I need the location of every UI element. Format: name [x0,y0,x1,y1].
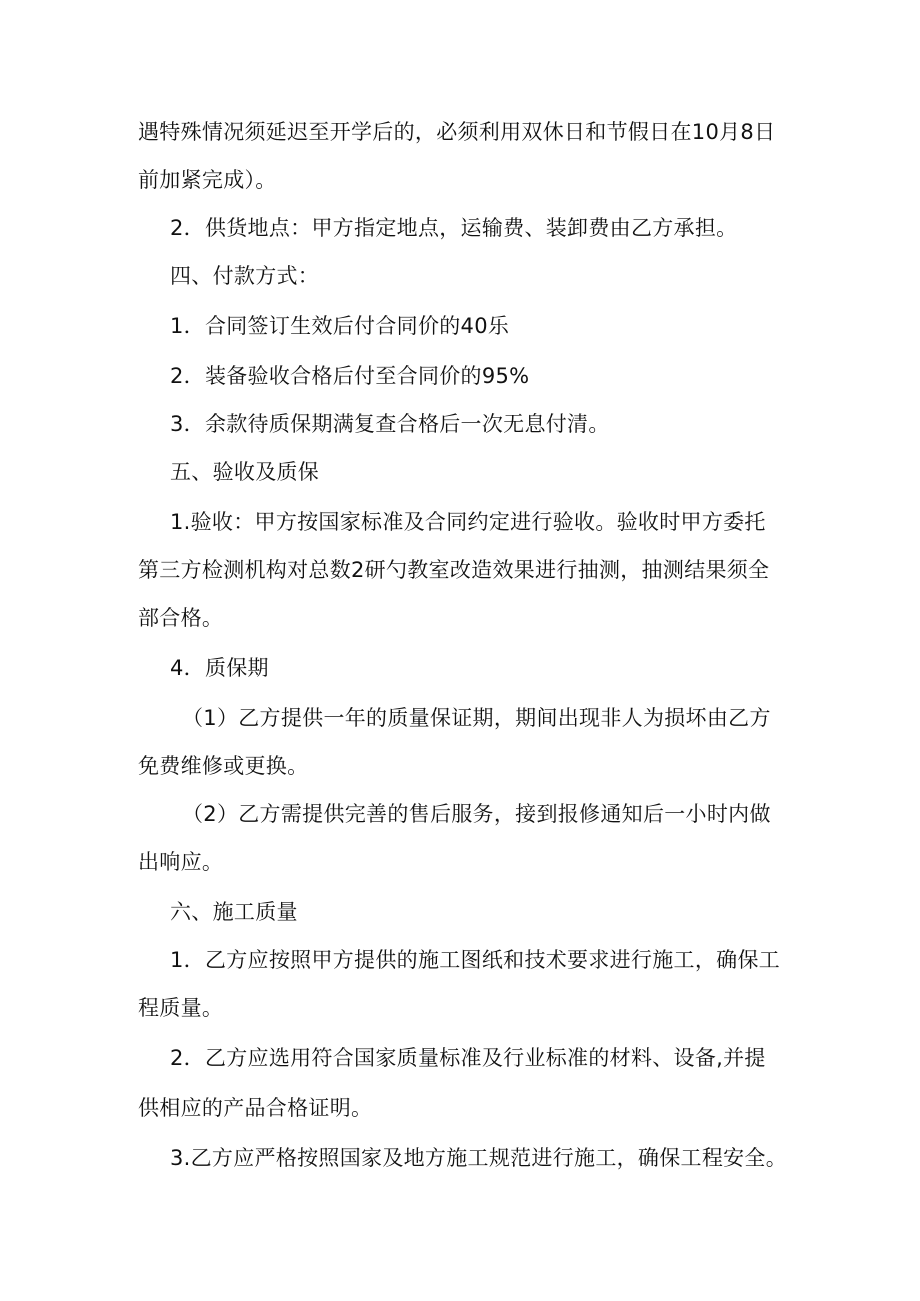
section-heading: 四、付款方式： [170,264,320,288]
text-line: 3．余款待质保期满复查合格后一次无息付清。 [170,412,610,436]
text-line: 前加紧完成）。 [138,168,277,192]
text-line: 部合格。 [138,606,224,630]
text-line: 2．乙方应选用符合国家质量标准及行业标准的材料、设备,并提 [170,1046,766,1070]
text-line: （2）乙方需提供完善的售后服务，接到报修通知后一小时内做 [182,802,771,826]
text-line: 1．合同签订生效后付合同价的40乐 [170,314,510,338]
text-line: 1．乙方应按照甲方提供的施工图纸和技术要求进行施工，确保工 [170,948,781,972]
text-line: （1）乙方提供一年的质量保证期，期间出现非人为损坏由乙方 [182,706,771,730]
section-heading: 六、施工质量 [170,900,298,924]
text-line: 遇特殊情况须延迟至开学后的，必须利用双休日和节假日在10月8日 [138,120,776,144]
text-line: 免费维修或更换。 [138,754,309,778]
text-line: 出响应。 [138,850,224,874]
text-line: 第三方检测机构对总数2研勺教室改造效果进行抽测，抽测结果须全 [138,558,770,582]
text-line: 2．供货地点：甲方指定地点，运输费、装卸费由乙方承担。 [170,216,738,240]
text-line: 程质量。 [138,996,224,1020]
text-line: 3.乙方应严格按照国家及地方施工规范进行施工，确保工程安全。 [170,1146,788,1170]
text-line: 4．质保期 [170,656,269,680]
section-heading: 五、验收及质保 [170,460,320,484]
text-line: 供相应的产品合格证明。 [138,1096,373,1120]
text-line: 1.验收：甲方按国家标准及合同约定进行验收。验收时甲方委托 [170,510,766,534]
text-line: 2．装备验收合格后付至合同价的95% [170,364,530,388]
